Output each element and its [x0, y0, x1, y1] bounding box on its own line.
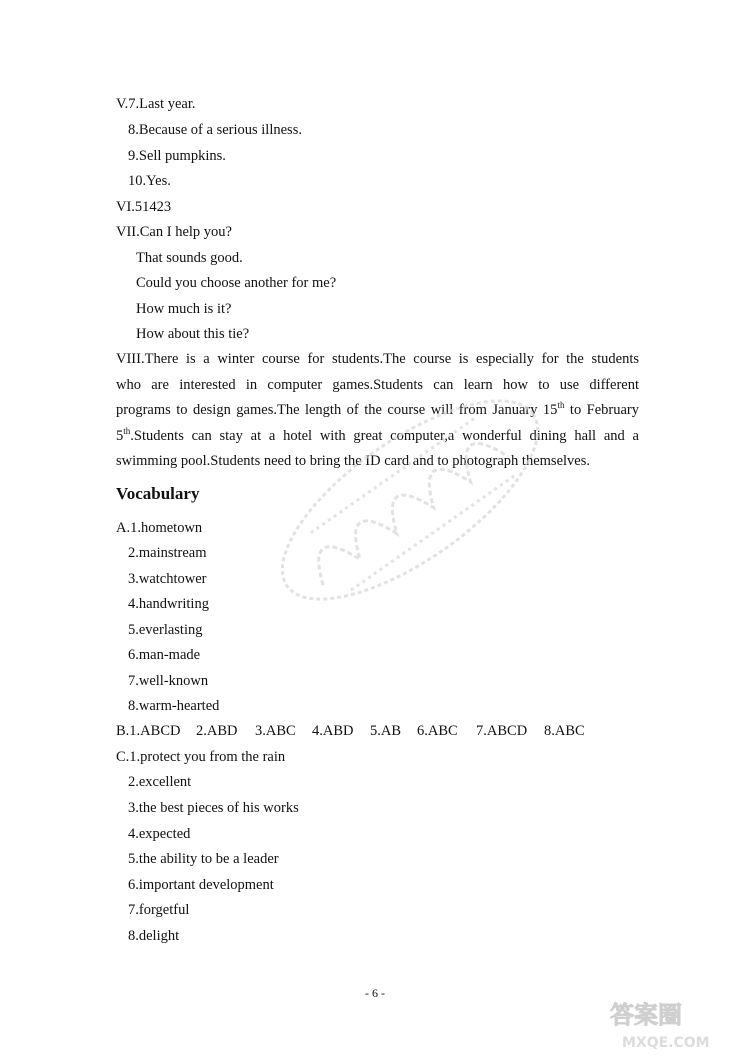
page-number: - 6 -	[365, 986, 385, 1000]
answer-vii-4: How much is it?	[136, 301, 232, 317]
vocab-a-4: 4.handwriting	[128, 596, 209, 612]
vocab-b-8: 8.ABC	[544, 723, 585, 739]
answer-vii-2: That sounds good.	[136, 250, 243, 266]
vocab-c-5: 5.the ability to be a leader	[128, 851, 279, 867]
vocab-c-4: 4.expected	[128, 826, 191, 842]
vocab-c-2: 2.excellent	[128, 774, 192, 790]
paragraph-line: swimming pool.Students need to bring the ID card and to photograph themselves.	[116, 453, 590, 470]
vocab-a-3: 3.watchtower	[128, 571, 207, 587]
vocab-b-5: 5.AB	[370, 723, 402, 739]
answer-vii-1: VII.Can I help you?	[116, 224, 232, 240]
answer-vii-3: Could you choose another for me?	[136, 275, 337, 291]
paragraph-line: VIII.There is a winter course for students.The course is especially for the students	[116, 351, 639, 367]
vocabulary-heading: Vocabulary	[116, 484, 200, 503]
vocab-a-7: 7.well-known	[128, 673, 209, 689]
superscript: th	[123, 425, 131, 436]
vocab-b-1: B.1.ABCD	[116, 723, 181, 739]
vocab-c-6: 6.important development	[128, 877, 274, 893]
vocab-a-1: A.1.hometown	[116, 520, 203, 536]
answer-vii-5: How about this tie?	[136, 326, 250, 342]
paragraph-text: programs to design games.The length of the course will from January 15	[116, 402, 558, 419]
superscript: th	[557, 400, 565, 411]
paragraph-text: 5	[116, 427, 124, 444]
site-logo	[602, 995, 742, 1053]
vocab-c-8: 8.delight	[128, 928, 180, 944]
vocab-c-3: 3.the best pieces of his works	[128, 800, 299, 816]
svg-text:答案圈: 答案圈	[610, 1001, 682, 1029]
answer-v-9: 9.Sell pumpkins.	[128, 148, 226, 164]
answer-viii-paragraph	[116, 347, 639, 475]
paragraph-text: .Students can stay at a hotel with great computer,a wonderful dining hall and a	[130, 427, 639, 444]
vocab-a-6: 6.man-made	[128, 647, 201, 663]
vocab-a-5: 5.everlasting	[128, 622, 203, 638]
vocab-b-6: 6.ABC	[417, 723, 458, 739]
vocab-a-2: 2.mainstream	[128, 545, 207, 561]
vocab-b-7: 7.ABCD	[476, 723, 528, 739]
paragraph-text: to February	[564, 402, 640, 419]
vocab-a-8: 8.warm-hearted	[128, 698, 220, 714]
answer-v-8: 8.Because of a serious illness.	[128, 122, 302, 138]
logo-mark	[602, 995, 742, 1053]
vocab-c-1: C.1.protect you from the rain	[116, 749, 286, 765]
vocab-b-3: 3.ABC	[255, 723, 296, 739]
vocab-b-2: 2.ABD	[196, 723, 238, 739]
paragraph-line	[116, 424, 639, 450]
paragraph-line: who are interested in computer games.Students can learn how to use different	[116, 376, 639, 393]
answer-v-10: 10.Yes.	[128, 173, 171, 189]
paragraph-line	[116, 398, 639, 424]
answer-v-7: V.7.Last year.	[116, 96, 196, 112]
answer-vi: VI.51423	[116, 199, 172, 215]
vocab-b-4: 4.ABD	[312, 723, 354, 739]
vocab-c-7: 7.forgetful	[128, 902, 190, 918]
svg-text:MXQE.COM: MXQE.COM	[622, 1035, 710, 1051]
